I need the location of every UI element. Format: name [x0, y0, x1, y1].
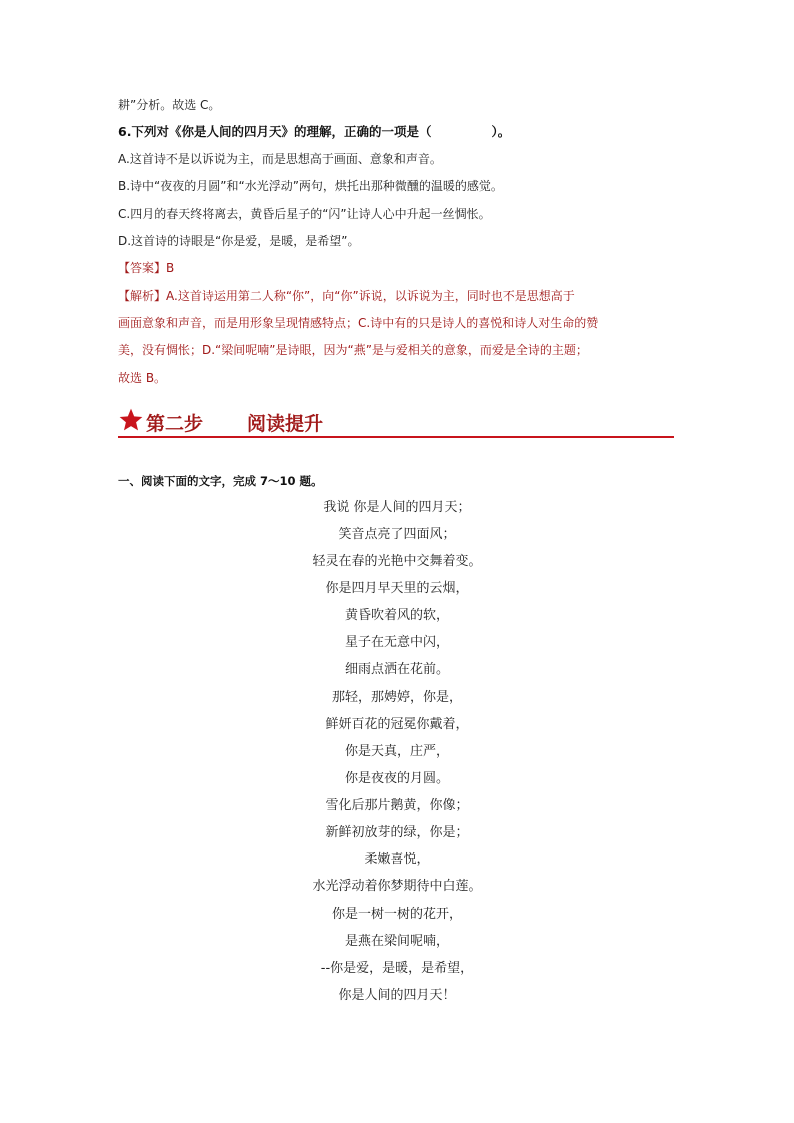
poem-line: 你是一树一树的花开，	[331, 907, 462, 922]
option-a: A.这首诗不是以诉说为主，而是思想高于画面、意象和声音。	[118, 152, 442, 166]
analysis-line-1	[118, 288, 575, 304]
poem-line: 我说 你是人间的四月天；	[323, 500, 471, 515]
poem-line: 那轻，那娉婷，你是，	[331, 690, 462, 705]
question-6-stem-text: 6.下列对《你是人间的四月天》的理解，正确的一项是（	[118, 124, 432, 139]
poem-line: 你是天真，庄严，	[344, 744, 449, 759]
analysis-line-2: 画面意象和声音，而是用形象呈现情感特点；C.诗中有的只是诗人的喜悦和诗人对生命的赞	[118, 316, 599, 330]
poem-line: 鲜妍百花的冠冕你戴着，	[325, 717, 469, 732]
answer-row	[118, 260, 174, 276]
poem-line: 你是四月早天里的云烟，	[325, 581, 469, 596]
answer-label: 【答案】	[118, 261, 167, 275]
poem-line: 是燕在梁间呢喃，	[344, 934, 449, 949]
analysis-line-3: 美，没有惆怅；D.“梁间呢喃”是诗眼，因为“燕”是与爱相关的意象，而爱是全诗的主题；	[118, 343, 588, 357]
section-step: 第二步	[146, 413, 204, 435]
poem-line: 水光浮动着你梦期待中白莲。	[312, 879, 482, 894]
option-d: D.这首诗的诗眼是“你是爱，是暖，是希望”。	[118, 234, 360, 248]
option-c: C.四月的春天终将离去，黄昏后星子的“闪”让诗人心中升起一丝惆怅。	[118, 207, 491, 221]
poem-line: 你是人间的四月天！	[338, 988, 456, 1003]
poem-line: 你是夜夜的月圆。	[344, 771, 449, 786]
poem-line: 黄昏吹着风的软，	[344, 608, 449, 623]
star-icon	[118, 407, 144, 433]
poem-line: 星子在无意中闪，	[344, 635, 449, 650]
question-6-stem	[118, 124, 510, 140]
poem-line: 轻灵在春的光艳中交舞着变。	[312, 554, 482, 569]
section-name: 阅读提升	[247, 413, 324, 435]
poem-line: 细雨点洒在花前。	[344, 662, 449, 677]
answer-value: B	[166, 261, 175, 275]
poem-line: 雪化后那片鹅黄，你像；	[325, 798, 469, 813]
poem-line: --你是爱，是暖，是希望，	[320, 961, 474, 976]
option-b: B.诗中“夜夜的月圆”和“水光浮动”两句，烘托出那种微醺的温暖的感觉。	[118, 179, 503, 193]
poem-line: 柔嫩喜悦，	[364, 852, 430, 867]
analysis-text-1: A.这首诗运用第二人称“你”，向“你”诉说，以诉说为主，同时也不是思想高于	[166, 289, 575, 303]
section-title	[146, 409, 323, 436]
poem-line: 笑音点亮了四面风；	[338, 527, 456, 542]
section-heading	[118, 406, 674, 438]
section-divider	[118, 436, 674, 438]
analysis-line-4: 故选 B。	[118, 371, 167, 385]
reading-instruction: 一、阅读下面的文字，完成 7～10 题。	[118, 474, 323, 488]
analysis-label: 【解析】	[118, 289, 167, 303]
question-6-stem-close: ）。	[491, 124, 511, 139]
poem-line: 新鲜初放芽的绿，你是；	[325, 825, 469, 840]
previous-answer-tail: 耕”分析。故选 C。	[118, 98, 221, 112]
